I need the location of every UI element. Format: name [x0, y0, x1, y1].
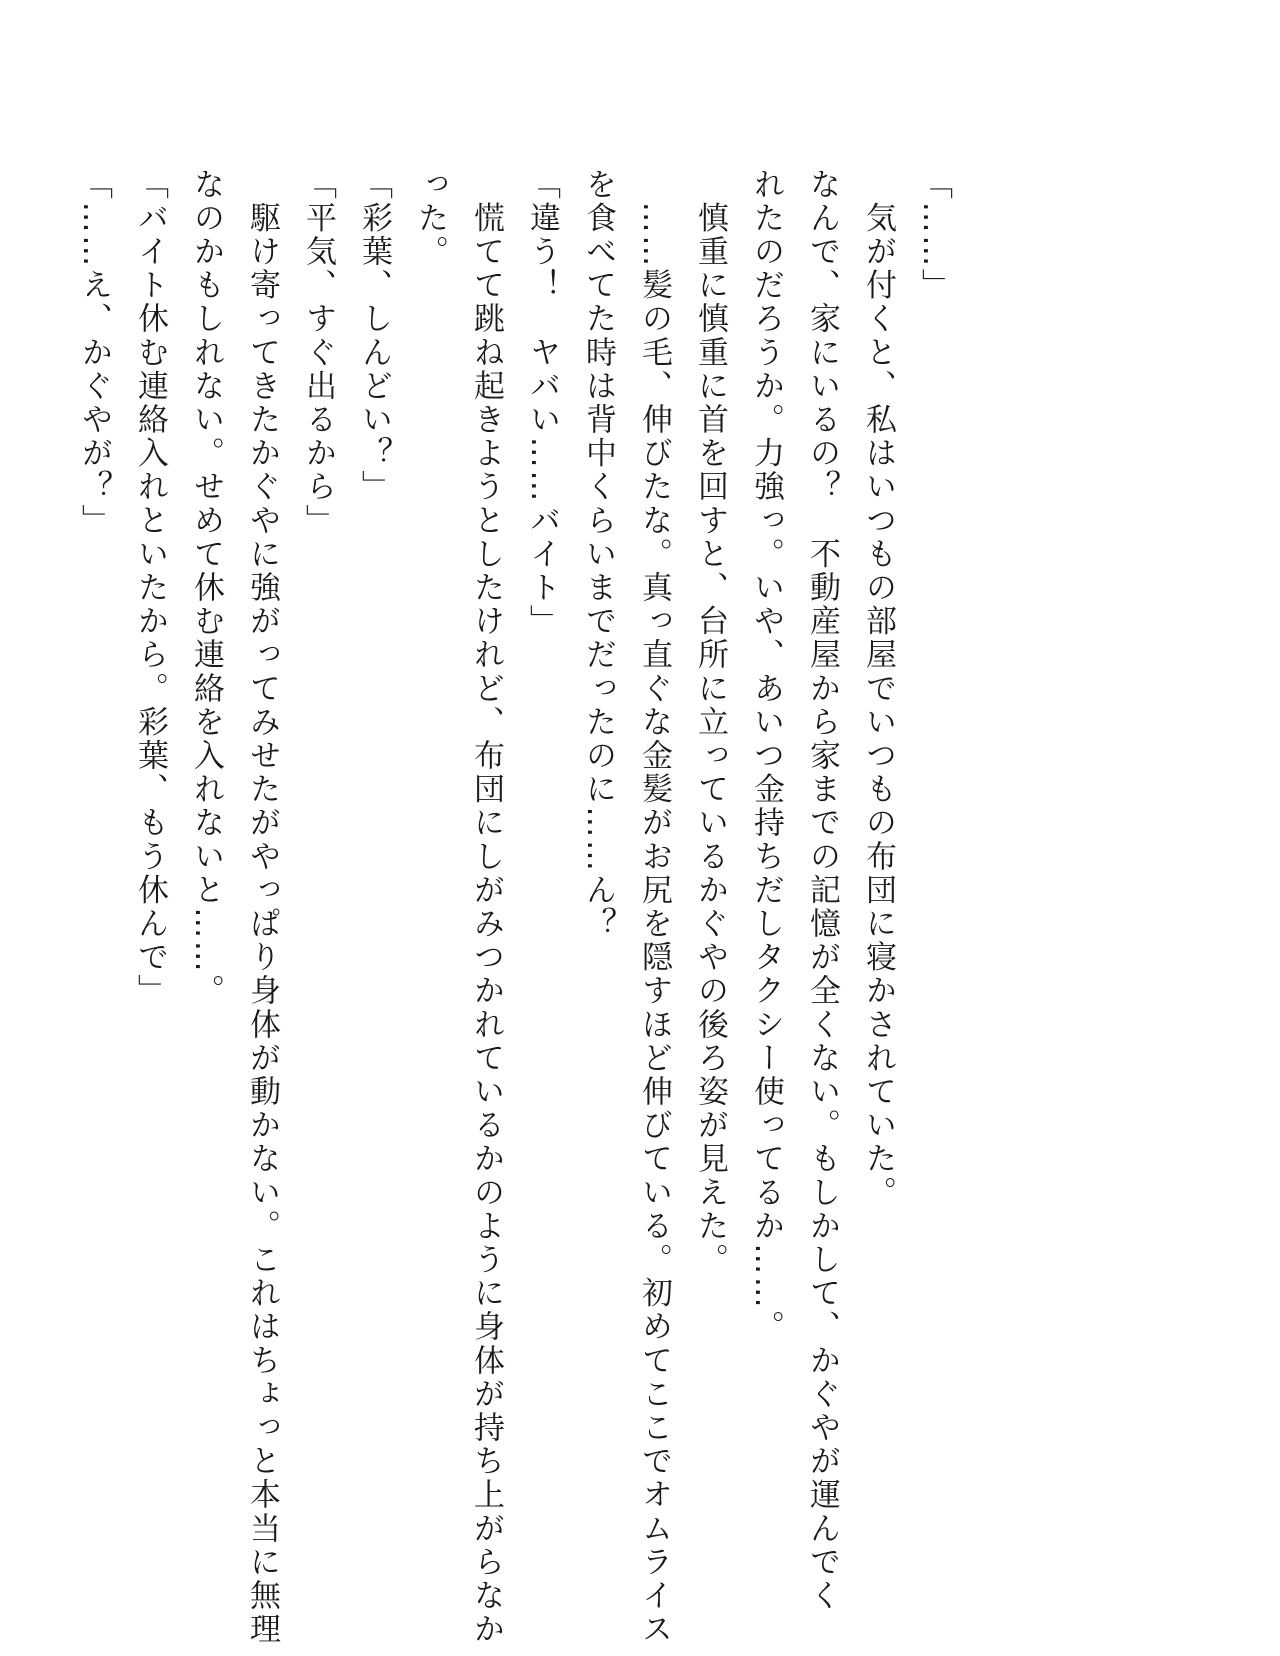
text-line: なのかもしれない。せめて休む連絡を入れないと……。	[188, 168, 224, 1008]
text-line: 慎重に慎重に首を回すと、台所に立っているかぐやの後ろ姿が見えた。	[692, 168, 728, 1277]
text-line: 「……え、かぐやが？」	[76, 168, 112, 538]
text-line: 「平気、すぐ出るから」	[300, 168, 336, 538]
text-line: 「……」	[916, 168, 952, 303]
text-line: 「彩葉、しんどい？」	[356, 168, 392, 504]
text-line: ……髪の毛、伸びたな。真っ直ぐな金髪がお尻を隠すほど伸びている。初めてここでオムライス	[636, 168, 672, 1647]
text-line: を食べてた時は背中くらいまでだったのに……ん？	[580, 168, 616, 941]
text-line: 慌てて跳ね起きようとしたけれど、布団にしがみつかれているかのように身体が持ち上がらなか	[468, 168, 504, 1647]
text-line: 「違う！ ヤバい……バイト」	[524, 168, 560, 639]
text-line: なんで、家にいるの？ 不動産屋から家までの記憶が全くない。もしかして、かぐやが運んでく	[804, 168, 840, 1613]
text-line: 「バイト休む連絡入れといたから。彩葉、もう休んで」	[132, 168, 168, 1008]
text-line: れたのだろうか。力強っ。いや、あいつ金持ちだしタクシー使ってるか……。	[748, 168, 784, 1344]
text-line: 駆け寄ってきたかぐやに強がってみせたがやっぱり身体が動かない。これはちょっと本当に無理	[244, 168, 280, 1647]
vertical-text-body	[66, 168, 962, 1647]
text-line: った。	[412, 168, 448, 269]
text-line: 気が付くと、私はいつもの部屋でいつもの布団に寝かされていた。	[860, 168, 896, 1210]
